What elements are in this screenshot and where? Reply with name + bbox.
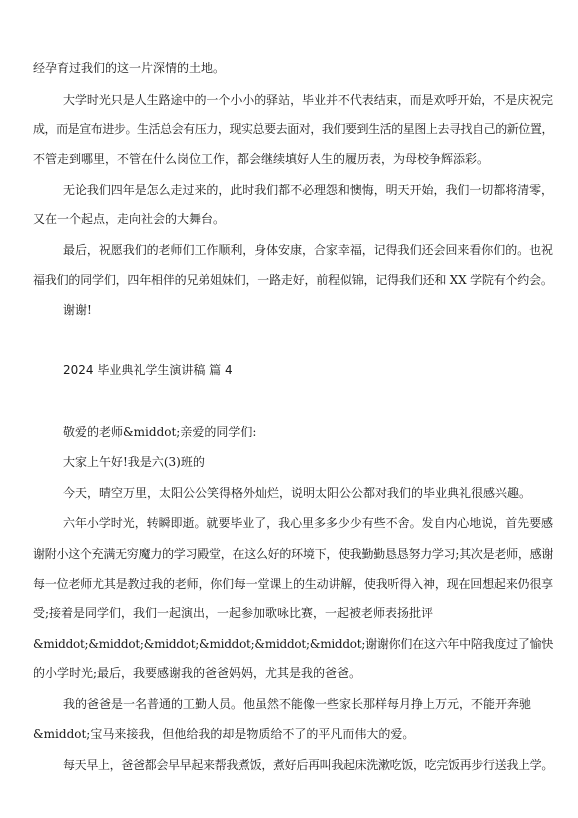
paragraph-line: 我的爸爸是一名普通的工勤人员。他虽然不能像一些家长那样每月挣上万元，不能开奔驰 [63, 697, 532, 711]
paragraph-line: 又在一个起点，走向社会的大舞台。 [33, 212, 226, 226]
paragraph-line: 谢附小这个充满无穷魔力的学习殿堂，在这么好的环境下，使我勤勤恳恳努力学习;其次是老师，感谢 [33, 547, 553, 561]
paragraph-line: 的小学时光;最后，我要感谢我的爸爸妈妈，尤其是我的爸爸。 [33, 666, 362, 680]
closing-line: 谢谢! [63, 303, 92, 317]
paragraph-line: 大学时光只是人生路途中的一个小小的驿站，毕业并不代表结束，而是欢呼开始，不是庆祝完 [63, 93, 553, 107]
paragraph-line: 受;接着是同学们，我们一起演出，一起参加歌咏比赛，一起被老师表扬批评 [33, 606, 434, 620]
paragraph-line: 最后，祝愿我们的老师们工作顺利，身体安康，合家幸福，记得我们还会回来看你们的。也祝 [63, 243, 553, 257]
paragraph-line: 大家上午好!我是六(3)班的 [63, 455, 205, 469]
paragraph-line: &middot;&middot;&middot;&middot;&middot;&middot;谢谢你们在这六年中陪我度过了愉快 [33, 637, 553, 651]
paragraph-line: 每天早上，爸爸都会早早起来帮我煮饭，煮好后再叫我起床洗漱吃饭，吃完饭再步行送我上学。 [63, 758, 553, 772]
paragraph-line: 无论我们四年是怎么走过来的，此时我们都不必理怨和懊悔，明天开始，我们一切都将清零， [63, 183, 553, 197]
paragraph-line: 每一位老师尤其是教过我的老师，你们每一堂课上的生动讲解，使我听得入神，现在回想起来仍很享 [33, 577, 553, 591]
paragraph-line: 不管走到哪里，不管在什么岗位工作，都会继续填好人生的履历表，为母校争辉添彩。 [33, 152, 490, 166]
paragraph-line: 经孕育过我们的这一片深情的土地。 [33, 61, 226, 75]
paragraph-line: 成，而是宣布进步。生活总会有压力，现实总要去面对，我们要到生活的星图上去寻找自己的新位置， [33, 122, 553, 136]
paragraph-line: 福我们的同学们，四年相伴的兄弟姐妹们，一路走好，前程似锦，记得我们还和 XX 学院有个约会。 [33, 273, 553, 287]
paragraph-line: &middot;宝马来接我，但他给我的却是物质给不了的平凡而伟大的爱。 [33, 727, 415, 741]
greeting-line: 敬爱的老师&middot;亲爱的同学们: [63, 425, 257, 439]
section-heading: 2024 毕业典礼学生演讲稿 篇 4 [63, 363, 233, 377]
paragraph-line: 六年小学时光，转瞬即逝。就要毕业了，我心里多多少少有些不舍。发自内心地说，首先要感 [63, 516, 553, 530]
paragraph-line: 今天，晴空万里，太阳公公笑得格外灿烂，说明太阳公公都对我们的毕业典礼很感兴趣。 [63, 486, 532, 500]
